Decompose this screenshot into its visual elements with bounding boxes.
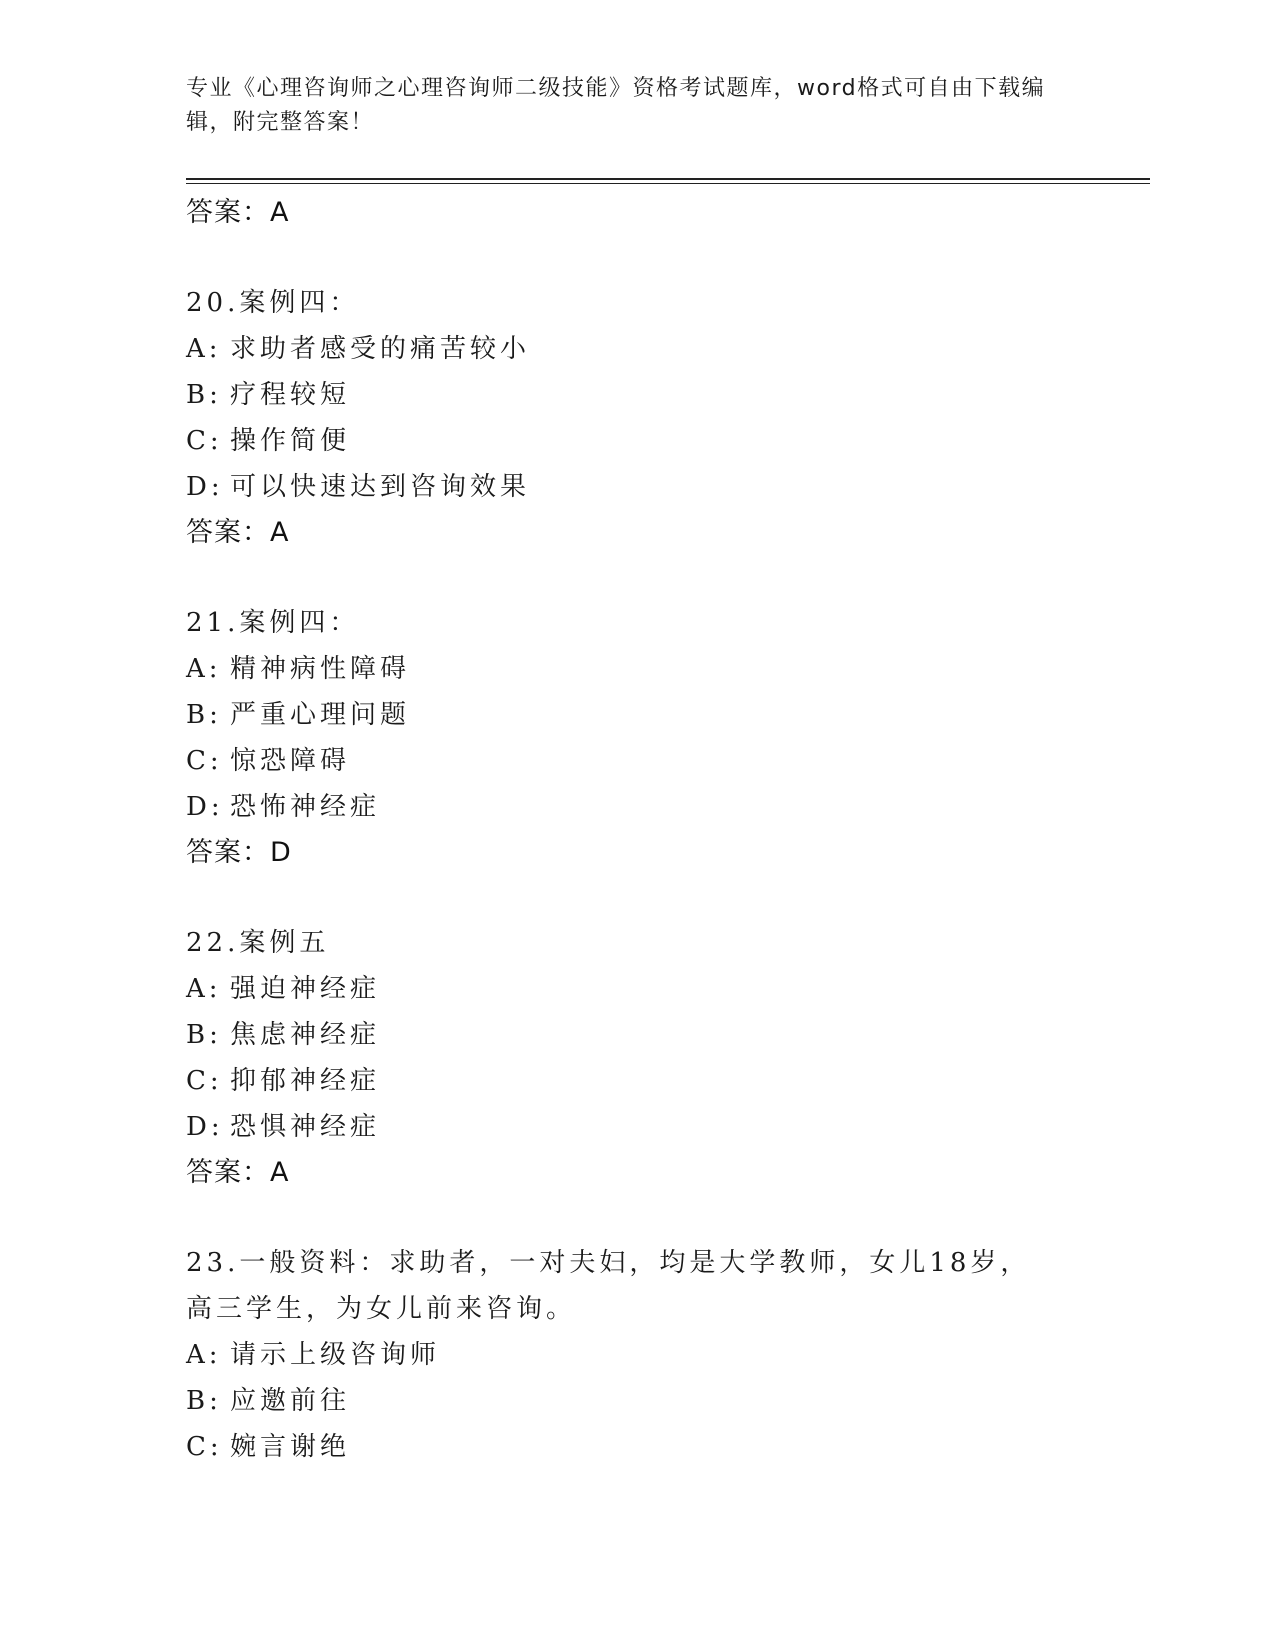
header-rule-thin	[186, 183, 1150, 184]
option-item	[186, 784, 1086, 830]
header-rule-thick	[186, 178, 1150, 180]
question-stem: 23.一般资料：求助者，一对夫妇，均是大学教师，女儿18岁，高三学生，为女儿前来咨询。	[186, 1248, 1031, 1324]
option-label: A:	[186, 334, 222, 364]
option-label: A:	[186, 974, 222, 1004]
question-block	[186, 600, 1086, 876]
option-text: 操作简便	[230, 426, 351, 456]
option-item	[186, 1424, 1086, 1470]
option-text: 惊恐障碍	[230, 746, 351, 776]
option-item	[186, 966, 1086, 1012]
option-label: C:	[186, 1432, 223, 1462]
option-item	[186, 418, 1086, 464]
option-text: 恐怖神经症	[230, 792, 381, 822]
answer-line: 答案：A	[186, 197, 290, 228]
option-item	[186, 464, 1086, 510]
option-text: 可以快速达到咨询效果	[230, 472, 531, 502]
answer-line: 答案：D	[186, 837, 292, 868]
question-block	[186, 280, 1086, 556]
document-header: 专业《心理咨询师之心理咨询师二级技能》资格考试题库，word格式可自由下载编辑，附完整答案！	[186, 76, 1046, 135]
option-text: 求助者感受的痛苦较小	[230, 334, 531, 364]
option-text: 应邀前往	[230, 1386, 351, 1416]
option-label: B:	[186, 700, 222, 730]
option-label: C:	[186, 746, 223, 776]
answer-line: 答案：A	[186, 517, 290, 548]
option-label: D:	[186, 1112, 224, 1142]
option-text: 疗程较短	[230, 380, 351, 410]
question-stem: 22.案例五	[186, 928, 330, 958]
document-body	[186, 190, 1086, 1470]
option-text: 严重心理问题	[230, 700, 411, 730]
option-label: A:	[186, 654, 222, 684]
option-text: 请示上级咨询师	[230, 1340, 441, 1370]
option-label: C:	[186, 1066, 223, 1096]
question-block	[186, 920, 1086, 1196]
option-item	[186, 326, 1086, 372]
question-block	[186, 1240, 1086, 1470]
question-stem: 20.案例四：	[186, 288, 360, 318]
option-text: 恐惧神经症	[230, 1112, 381, 1142]
option-label: B:	[186, 1386, 222, 1416]
option-item	[186, 646, 1086, 692]
option-label: D:	[186, 472, 224, 502]
option-label: C:	[186, 426, 223, 456]
option-item	[186, 738, 1086, 784]
option-item	[186, 1104, 1086, 1150]
option-item	[186, 1012, 1086, 1058]
option-item	[186, 1378, 1086, 1424]
option-text: 精神病性障碍	[230, 654, 411, 684]
option-label: B:	[186, 380, 222, 410]
option-label: B:	[186, 1020, 222, 1050]
option-item	[186, 1058, 1086, 1104]
option-label: A:	[186, 1340, 222, 1370]
question-stem: 21.案例四：	[186, 608, 360, 638]
option-text: 抑郁神经症	[230, 1066, 381, 1096]
option-item	[186, 372, 1086, 418]
option-text: 婉言谢绝	[230, 1432, 351, 1462]
option-label: D:	[186, 792, 224, 822]
option-text: 强迫神经症	[230, 974, 381, 1004]
answer-line: 答案：A	[186, 1157, 290, 1188]
option-item	[186, 1332, 1086, 1378]
option-item	[186, 692, 1086, 738]
option-text: 焦虑神经症	[230, 1020, 381, 1050]
